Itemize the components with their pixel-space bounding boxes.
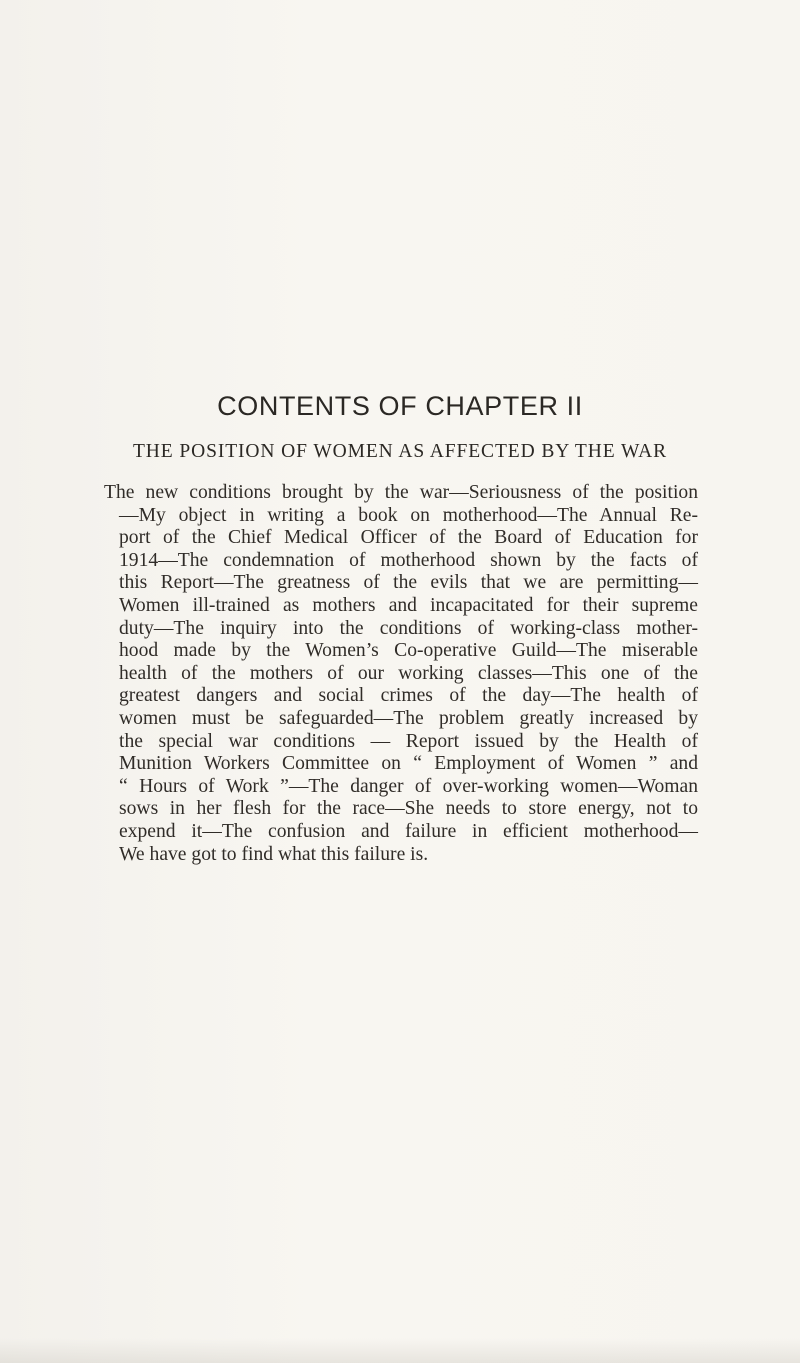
summary-line-11: women must be safeguarded—The problem greatly increased by <box>119 707 698 729</box>
summary-line-13: Munition Workers Committee on “ Employment of Women ” and <box>119 753 698 775</box>
summary-line-12: the special war conditions — Report issued by the Health of <box>119 730 698 752</box>
summary-line-6: Women ill-trained as mothers and incapacitated for their supreme <box>119 594 698 616</box>
chapter-contents-heading: CONTENTS OF CHAPTER II <box>217 391 583 421</box>
summary-line-16: expend it—The confusion and failure in efficient motherhood— <box>119 820 698 842</box>
summary-line-1: The new conditions brought by the war—Seriousness of the position <box>104 482 698 503</box>
summary-line-5: this Report—The greatness of the evils that we are permitting— <box>119 572 698 594</box>
summary-line-8: hood made by the Women’s Co-operative Guild—The miserable <box>119 640 698 662</box>
summary-line-7: duty—The inquiry into the conditions of working-class mother- <box>119 617 698 639</box>
summary-line-17: We have got to find what this failure is. <box>119 843 429 865</box>
summary-line-15: sows in her flesh for the race—She needs to store energy, not to <box>119 798 698 820</box>
summary-line-3: port of the Chief Medical Officer of the Board of Education for <box>119 527 698 549</box>
summary-line-4: 1914—The condemnation of motherhood shown by the facts of <box>119 549 698 571</box>
summary-line-10: greatest dangers and social crimes of the day—The health of <box>119 685 698 707</box>
chapter-summary-paragraph <box>104 482 698 866</box>
chapter-subtitle: THE POSITION OF WOMEN AS AFFECTED BY THE WAR <box>132 441 667 462</box>
summary-line-2: —My object in writing a book on motherhood—The Annual Re- <box>119 504 698 526</box>
page-edge-shadow <box>0 1338 800 1363</box>
summary-line-14: “ Hours of Work ”—The danger of over-working women—Woman <box>119 775 698 797</box>
summary-line-9: health of the mothers of our working classes—This one of the <box>119 662 698 684</box>
